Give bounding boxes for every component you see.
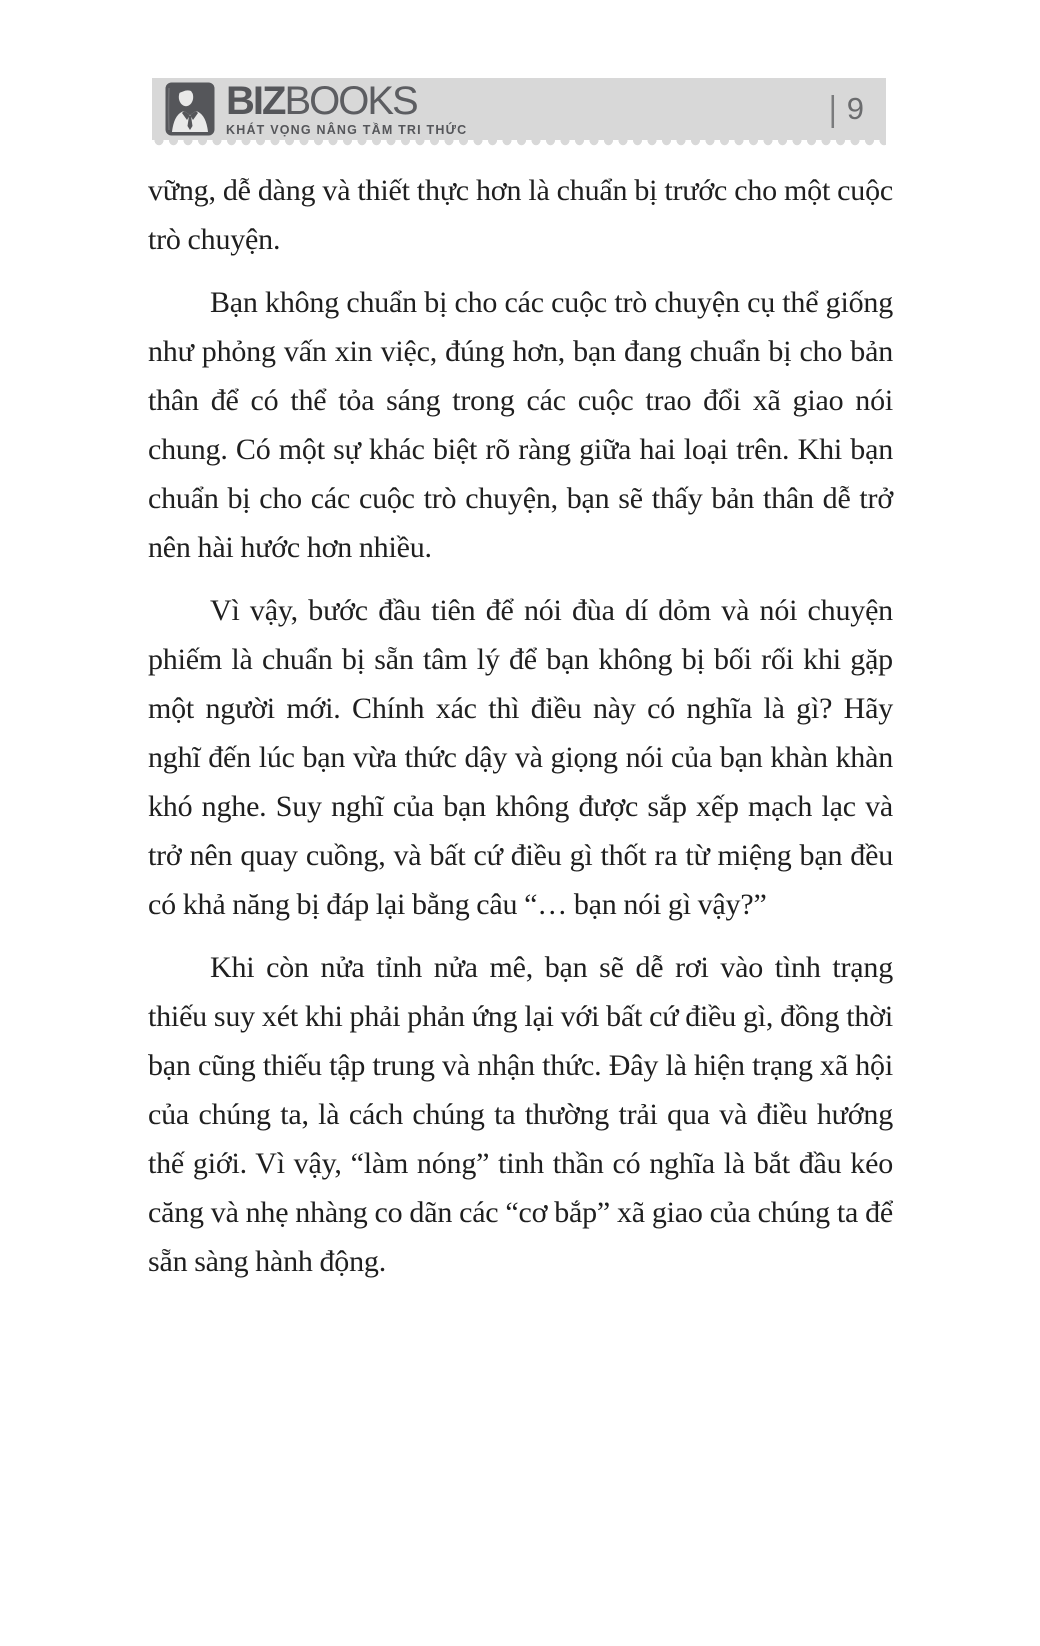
brand-name [226, 78, 467, 123]
brand-name-books: BOOKS [284, 78, 417, 123]
paragraph: Khi còn nửa tỉnh nửa mê, bạn sẽ dễ rơi vào tình trạng thiếu suy xét khi phải phản ứng lại với bất cứ điều gì, đồng thời bạn cũng thiếu tập trung và nhận thức. Đây là hiện trạng xã hội của chúng ta, là cách chúng ta thường trải qua và điều hướng thế giới. Vì vậy, “làm nóng” tinh thần có nghĩa là bắt đầu kéo căng và nhẹ nhàng co dãn các “cơ bắp” xã giao của chúng ta để sẵn sàng hành động. [148, 951, 893, 1278]
businessman-book-logo-icon [165, 82, 215, 136]
paragraph: vững, dễ dàng và thiết thực hơn là chuẩn bị trước cho một cuộc trò chuyện. [148, 174, 893, 256]
page-number-separator: | [828, 88, 837, 129]
page-number-value: 9 [846, 91, 864, 126]
stamp-scalloped-edge [152, 140, 886, 148]
brand-tagline: KHÁT VỌNG NÂNG TẦM TRI THỨC [226, 122, 468, 137]
brand-name-biz: BIZ [226, 78, 285, 123]
bizbooks-logo [165, 78, 468, 137]
logo-text [226, 78, 468, 137]
page-number [828, 88, 864, 129]
paragraph: Vì vậy, bước đầu tiên để nói đùa dí dỏm và nói chuyện phiếm là chuẩn bị sẵn tâm lý để bạn không bị bối rối khi gặp một người mới. Chính xác thì điều này có nghĩa là gì? Hãy nghĩ đến lúc bạn vừa thức dậy và giọng nói của bạn khàn khàn khó nghe. Suy nghĩ của bạn không được sắp xếp mạch lạc và trở nên quay cuồng, và bất cứ điều gì thốt ra từ miệng bạn đều có khả năng bị đáp lại bằng câu “… bạn nói gì vậy?” [148, 594, 893, 921]
paragraph: Bạn không chuẩn bị cho các cuộc trò chuyện cụ thể giống như phỏng vấn xin việc, đúng hơn, bạn đang chuẩn bị cho bản thân để có thể tỏa sáng trong các cuộc trao đổi xã giao nói chung. Có một sự khác biệt rõ ràng giữa hai loại trên. Khi bạn chuẩn bị cho các cuộc trò chuyện, bạn sẽ thấy bản thân dễ trở nên hài hước hơn nhiều. [148, 286, 893, 564]
publisher-header-band [152, 78, 886, 140]
body-text [148, 166, 893, 1300]
